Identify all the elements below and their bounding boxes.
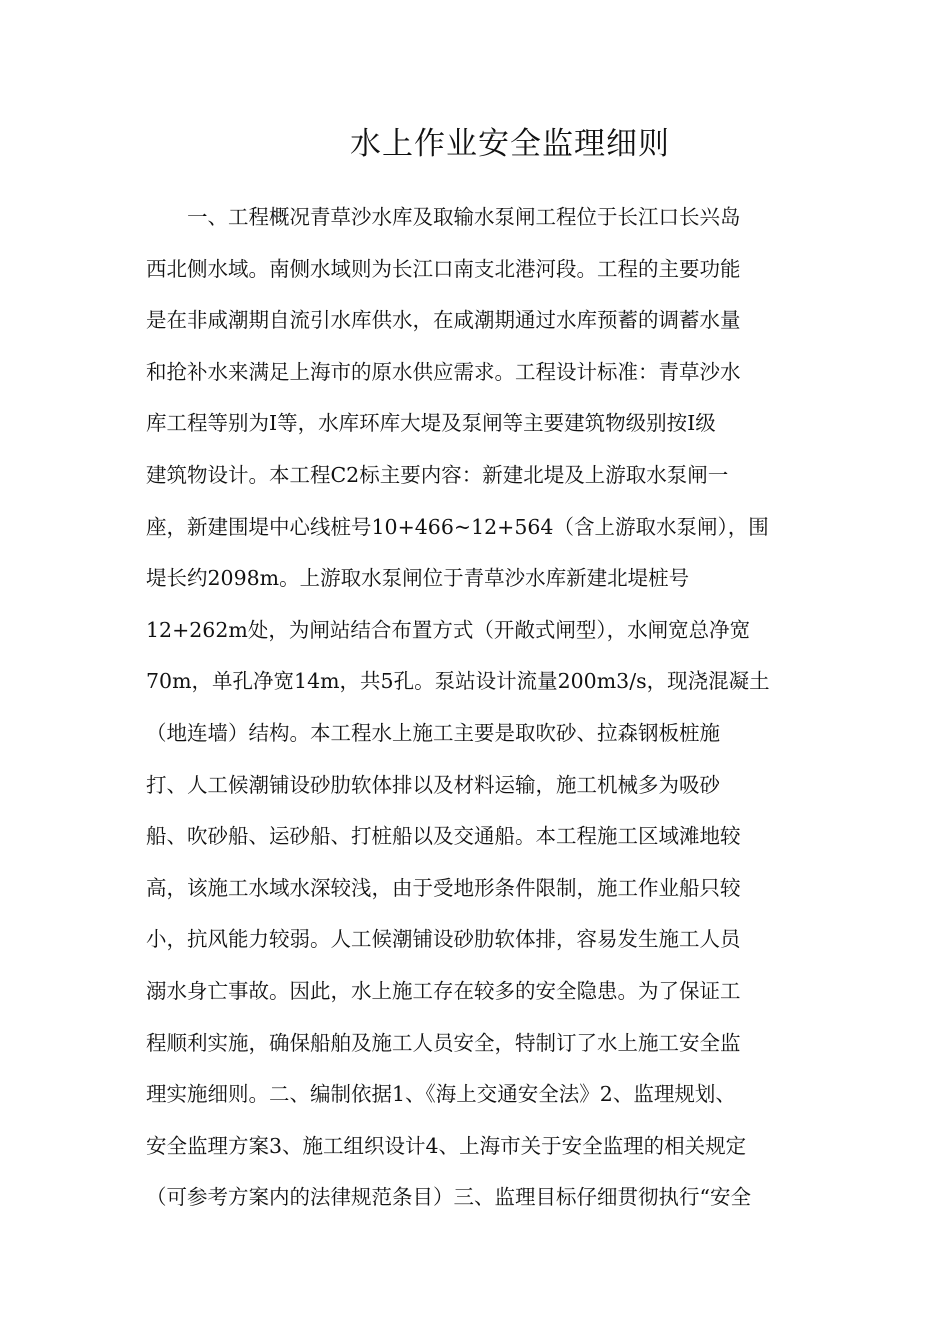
text-line: 程顺利实施，确保船舶及施工人员安全，特制订了水上施工安全监 (146, 1030, 741, 1055)
text-line: 溺水身亡事故。因此，水上施工存在较多的安全隐患。为了保证工 (146, 978, 741, 1003)
text-line: （地连墙）结构。本工程水上施工主要是取吹砂、拉森钢板桩施 (146, 720, 720, 745)
document-body (146, 192, 826, 1224)
text-line: 西北侧水域。南侧水域则为长江口南支北港河段。工程的主要功能 (146, 256, 741, 281)
text-line: 建筑物设计。本工程C2标主要内容：新建北堤及上游取水泵闸一 (146, 462, 729, 487)
text-line: 一、工程概况青草沙水库及取输水泵闸工程位于长江口长兴岛 (146, 205, 741, 229)
text-line: 堤长约2098m。上游取水泵闸位于青草沙水库新建北堤桩号 (146, 566, 690, 591)
text-line: 理实施细则。二、编制依据1、《海上交通安全法》2、监理规划、 (146, 1082, 736, 1107)
document-title: 水上作业安全监理细则 (350, 126, 670, 162)
text-line: 是在非咸潮期自流引水库供水，在咸潮期通过水库预蓄的调蓄水量 (146, 308, 741, 333)
text-line: 和抢补水来满足上海市的原水供应需求。工程设计标准：青草沙水 (146, 359, 741, 384)
text-line: 高，该施工水域水深较浅，由于受地形条件限制，施工作业船只较 (146, 875, 741, 900)
text-line: 打、人工候潮铺设砂肋软体排以及材料运输，施工机械多为吸砂 (146, 772, 720, 797)
text-line: 安全监理方案3、施工组织设计4、上海市关于安全监理的相关规定 (146, 1133, 747, 1158)
text-line: 70m，单孔净宽14m，共5孔。泵站设计流量200m3/s，现浇混凝土 (146, 669, 770, 694)
text-line: 座，新建围堤中心线桩号10+466~12+564（含上游取水泵闸），围 (146, 514, 769, 539)
text-line: （可参考方案内的法律规范条目）三、监理目标仔细贯彻执行“安全 (146, 1185, 751, 1210)
text-line: 库工程等别为Ⅰ等，水库环库大堤及泵闸等主要建筑物级别按Ⅰ级 (146, 411, 716, 436)
text-line: 船、吹砂船、运砂船、打桩船以及交通船。本工程施工区域滩地较 (146, 824, 741, 849)
text-line: 小，抗风能力较弱。人工候潮铺设砂肋软体排，容易发生施工人员 (146, 927, 741, 952)
text-line: 12+262m处，为闸站结合布置方式（开敞式闸型），水闸宽总净宽 (146, 617, 751, 642)
